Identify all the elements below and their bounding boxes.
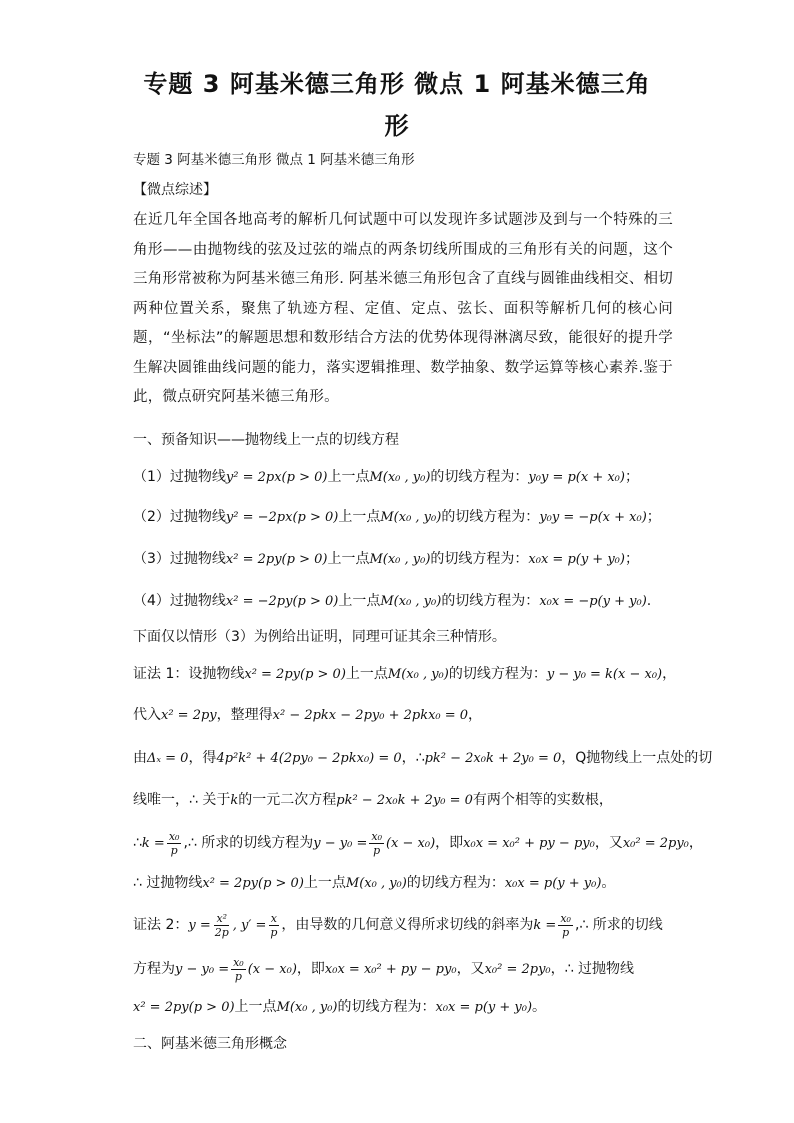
page-title-line-1: 专题 3 阿基米德三角形 微点 1 阿基米德三角 xyxy=(143,70,651,98)
proof-text: 代入 xyxy=(133,707,161,723)
proof-text: 的切线方程为： xyxy=(406,875,505,891)
proof-text: 上一点 xyxy=(234,999,277,1015)
proof-text: 的一元二次方程 xyxy=(238,792,337,808)
fraction xyxy=(369,830,384,857)
proof-text: ∴ 过抛物线 xyxy=(133,875,203,891)
fraction-denominator: p xyxy=(562,925,570,939)
math-expression: x² = 2py(p > 0) xyxy=(244,667,346,682)
proof-1-line-2 xyxy=(133,705,482,726)
section-1-heading: 一、预备知识——抛物线上一点的切线方程 xyxy=(133,432,399,448)
math-expression: k xyxy=(230,793,239,808)
case-1 xyxy=(133,467,639,488)
math-expression: x² = 2py(p > 0) xyxy=(225,552,328,567)
case-text: 上一点 xyxy=(327,469,370,485)
math-expression: y − y₀ = xyxy=(175,962,230,977)
proof-2-line-3 xyxy=(133,997,546,1018)
fraction xyxy=(558,912,573,939)
math-expression: x² = 2py xyxy=(161,708,217,723)
proof-text: ，∴ xyxy=(401,750,425,766)
case-text: ； xyxy=(646,509,661,525)
math-expression: M(x₀ , y₀) xyxy=(369,552,431,567)
fraction-numerator: x₀ xyxy=(168,829,180,843)
math-expression: x₀x = x₀² + py − py₀ xyxy=(324,962,457,977)
math-expression: x₀x = x₀² + py − py₀ xyxy=(463,836,595,851)
case-text: （4）过抛物线 xyxy=(133,593,226,609)
proof-text: 证法 2： xyxy=(133,917,189,933)
proof-text: ，又 xyxy=(594,835,623,851)
case-text: （3）过抛物线 xyxy=(133,551,226,567)
proof-text: 证法 1：设抛物线 xyxy=(133,666,245,682)
math-expression: y² = 2px(p > 0) xyxy=(225,470,328,485)
case-text: ； xyxy=(624,469,639,485)
case-3 xyxy=(133,549,639,570)
math-expression: k = xyxy=(141,836,165,851)
math-expression: x₀x = −p(y + y₀) xyxy=(539,594,647,609)
math-expression: y − y₀ = k(x − x₀) xyxy=(546,667,663,682)
math-expression: y − y₀ = xyxy=(313,836,368,851)
proof-text: 的切线方程为： xyxy=(448,666,547,682)
proof-text: ，得 xyxy=(188,750,217,766)
case-text: 上一点 xyxy=(327,551,370,567)
proof-text: 上一点 xyxy=(303,875,346,891)
proof-text: ,∴ 所求的切线 xyxy=(574,917,663,933)
proof-text: ∴ xyxy=(133,835,142,851)
proof-intro: 下面仅以情形（3）为例给出证明，同理可证其余三种情形。 xyxy=(133,629,506,645)
fraction xyxy=(268,912,279,939)
summary-paragraph: 在近几年全国各地高考的解析几何试题中可以发现许多试题涉及到与一个特殊的三角形——由抛物线的弦及过弦的端点的两条切线所围成的三角形有关的问题，这个三角形常被称为阿基米德三角形. 阿基米德三角形包含了直线与圆锥曲线相交、相切两种位置关系，聚焦了轨迹方程、定值、定点、弦长、面积等解析几何的核心问题，“坐标法”的解题思想和数形结合方法的优势体现得淋漓尽致，能很好的提升学生解决圆锥曲线问题的能力，落实逻辑推理、数学抽象、数学运算等核心素养.鉴于此，微点研究阿基米德三角形。 xyxy=(133,212,673,405)
case-text: . xyxy=(646,593,652,609)
math-expression: x₀x = p(y + y₀) xyxy=(435,1000,533,1015)
proof-text: 有两个相等的实数根， xyxy=(472,792,613,808)
case-2 xyxy=(133,507,661,528)
math-expression: x₀x = p(y + y₀) xyxy=(504,876,602,891)
proof-text: 。 xyxy=(532,999,547,1015)
math-expression: y₀y = −p(x + x₀) xyxy=(539,510,647,525)
case-text: 的切线方程为： xyxy=(430,469,529,485)
proof-text: ，由导数的几何意义得所求切线的斜率为 xyxy=(281,917,534,933)
proof-1-line-4 xyxy=(133,790,613,811)
math-expression: y₀y = p(x + x₀) xyxy=(528,470,625,485)
case-text: （2）过抛物线 xyxy=(133,509,226,525)
case-text: 的切线方程为： xyxy=(430,551,529,567)
proof-1-line-3 xyxy=(133,748,712,769)
proof-text: 由 xyxy=(133,750,147,766)
math-expression: k = xyxy=(533,918,557,933)
fraction xyxy=(231,956,246,983)
proof-2-line-1 xyxy=(133,910,663,941)
math-expression: , y′ = xyxy=(232,918,267,933)
proof-text: ，Q抛物线上一点处的切 xyxy=(561,750,713,766)
math-expression: M(x₀ , y₀) xyxy=(345,876,407,891)
math-expression: y² = −2px(p > 0) xyxy=(225,510,339,525)
math-expression: x² = 2py(p > 0) xyxy=(202,876,304,891)
case-text: 上一点 xyxy=(338,593,381,609)
proof-text: 上一点 xyxy=(345,666,388,682)
proof-text: 线唯一，∴ 关于 xyxy=(133,792,231,808)
math-expression: x₀² = 2py₀ xyxy=(622,836,689,851)
fraction-denominator: p xyxy=(234,969,242,983)
fraction-denominator: 2p xyxy=(214,925,229,939)
case-text: 上一点 xyxy=(338,509,381,525)
fraction-denominator: p xyxy=(373,843,381,857)
math-expression: M(x₀ , y₀) xyxy=(369,470,431,485)
fraction-numerator: x² xyxy=(216,911,228,925)
fraction xyxy=(213,912,231,939)
proof-1-line-6 xyxy=(133,873,615,894)
proof-text: ，即 xyxy=(435,835,464,851)
page-title-line-2: 形 xyxy=(384,112,410,140)
case-text: 的切线方程为： xyxy=(441,593,540,609)
proof-text: 。 xyxy=(601,875,616,891)
math-expression: Δₓ = 0 xyxy=(147,751,189,766)
proof-text: ，∴ 过抛物线 xyxy=(550,961,634,977)
math-expression: y = xyxy=(188,918,211,933)
math-expression: x² = 2py(p > 0) xyxy=(133,1000,235,1015)
subtitle: 专题 3 阿基米德三角形 微点 1 阿基米德三角形 xyxy=(133,152,415,168)
proof-2-line-2 xyxy=(133,954,634,985)
fraction xyxy=(167,830,182,857)
case-text: ； xyxy=(624,551,639,567)
math-expression: (x − x₀) xyxy=(247,962,297,977)
section-2-heading: 二、阿基米德三角形概念 xyxy=(133,1036,287,1052)
proof-1-line-5 xyxy=(133,828,703,859)
fraction-numerator: x₀ xyxy=(560,911,571,925)
proof-text: ,∴ 所求的切线方程为 xyxy=(183,835,314,851)
math-expression: x² = −2py(p > 0) xyxy=(225,594,339,609)
fraction-denominator: p xyxy=(170,843,178,857)
case-text: （1）过抛物线 xyxy=(133,469,226,485)
math-expression: pk² − 2x₀k + 2y₀ = 0 xyxy=(424,751,562,766)
proof-1-line-1 xyxy=(133,664,676,685)
fraction-numerator: x xyxy=(270,911,277,925)
fraction-numerator: x₀ xyxy=(233,955,244,969)
proof-text: ， xyxy=(662,666,677,682)
proof-text: ， xyxy=(468,707,483,723)
math-expression: 4p²k² + 4(2py₀ − 2pkx₀) = 0 xyxy=(216,751,402,766)
proof-text: 方程为 xyxy=(133,961,175,977)
case-text: 的切线方程为： xyxy=(441,509,540,525)
math-expression: x² − 2pkx − 2py₀ + 2pkx₀ = 0 xyxy=(272,708,469,723)
math-expression: x₀x = p(y + y₀) xyxy=(528,552,625,567)
summary-heading: 【微点综述】 xyxy=(133,182,217,198)
proof-text: 的切线方程为： xyxy=(337,999,436,1015)
proof-text: ，又 xyxy=(456,961,485,977)
math-expression: x₀² = 2py₀ xyxy=(484,962,551,977)
case-4 xyxy=(133,591,651,612)
math-expression: M(x₀ , y₀) xyxy=(387,667,449,682)
math-expression: M(x₀ , y₀) xyxy=(380,594,442,609)
fraction-numerator: x₀ xyxy=(371,829,382,843)
proof-text: ，整理得 xyxy=(216,707,273,723)
math-expression: M(x₀ , y₀) xyxy=(380,510,442,525)
proof-text: ， xyxy=(688,835,703,851)
math-expression: pk² − 2x₀k + 2y₀ = 0 xyxy=(336,793,473,808)
math-expression: M(x₀ , y₀) xyxy=(276,1000,338,1015)
proof-text: ，即 xyxy=(296,961,325,977)
math-expression: (x − x₀) xyxy=(385,836,436,851)
fraction-denominator: p xyxy=(270,925,278,939)
